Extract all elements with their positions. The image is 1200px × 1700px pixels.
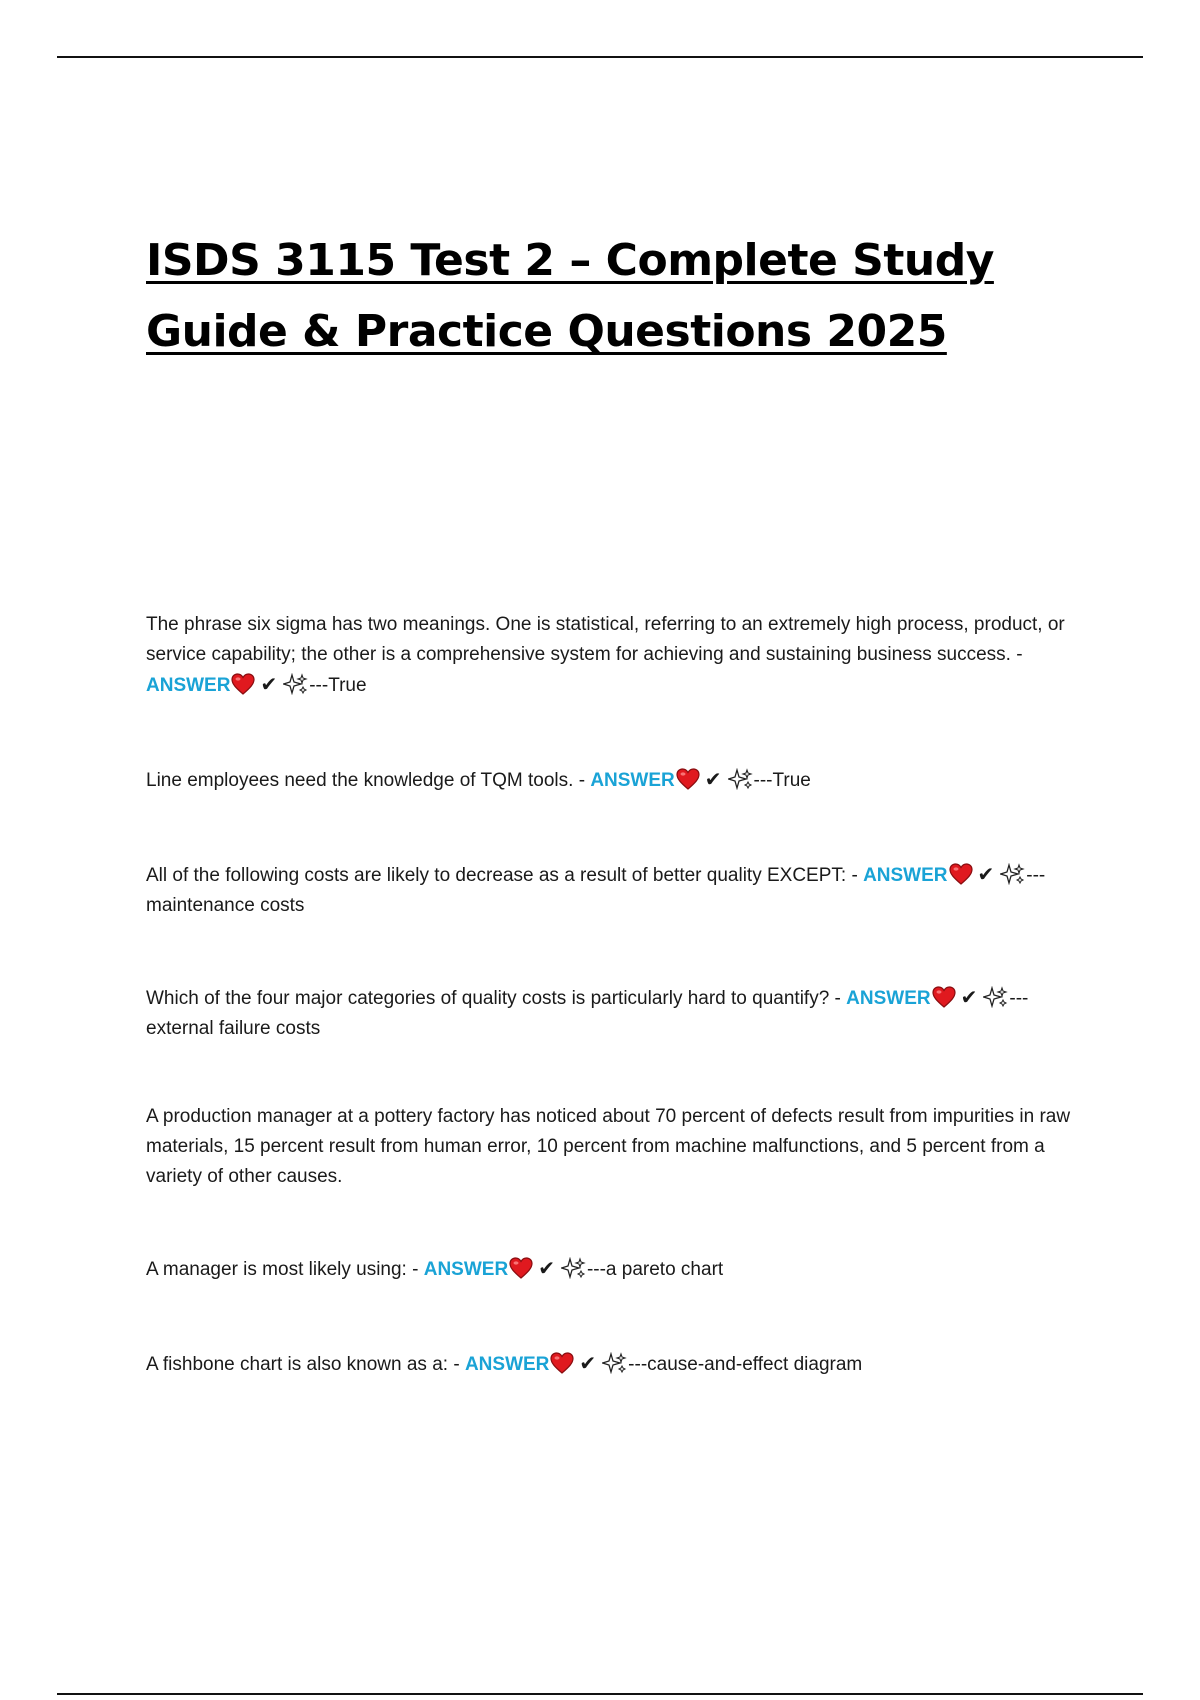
- check-icon: ✔: [260, 674, 278, 696]
- answer-text: ---maintenance costs: [146, 865, 1046, 916]
- answer-label: ANSWER: [863, 865, 948, 886]
- answer-separator: -: [829, 988, 847, 1009]
- question-text: A production manager at a pottery factory has noticed about 70 percent of defects result from impurities in raw materials, 15 percent result from human error, 10 percent from machine malfunctions, and 5 percent from a variety of other causes.: [146, 1106, 1071, 1187]
- answer-separator: -: [406, 1259, 424, 1280]
- answer-label: ANSWER: [846, 988, 931, 1009]
- question-text: Line employees need the knowledge of TQM tools.: [146, 770, 574, 791]
- qa-item: [146, 1102, 1091, 1192]
- check-icon: ✔: [579, 1353, 597, 1375]
- answer-label: ANSWER: [464, 1354, 550, 1375]
- answer-label: ANSWER: [146, 675, 231, 696]
- question-text: A fishbone chart is also known as a:: [146, 1354, 449, 1375]
- check-icon: ✔: [538, 1258, 555, 1280]
- heart-icon: [676, 768, 700, 790]
- heart-icon: [949, 863, 973, 885]
- qa-item: [146, 1349, 1091, 1380]
- heart-icon: [550, 1352, 574, 1374]
- check-icon: ✔: [977, 864, 995, 886]
- qa-item: [146, 983, 1091, 1044]
- answer-separator: -: [448, 1354, 465, 1375]
- answer-separator: -: [1010, 644, 1023, 665]
- answer-text: ---external failure costs: [146, 988, 1029, 1039]
- question-text: All of the following costs are likely to decrease as a result of better quality EXCEPT:: [146, 865, 847, 886]
- answer-text: ---cause-and-effect diagram: [628, 1354, 863, 1375]
- header-rule: [57, 56, 1143, 58]
- sparkle-icon: [602, 1352, 628, 1374]
- heart-icon: [509, 1257, 533, 1279]
- answer-separator: -: [573, 770, 591, 791]
- answer-text: ---a pareto chart: [586, 1259, 724, 1280]
- qa-item: [146, 1254, 1091, 1285]
- question-text: Which of the four major categories of quality costs is particularly hard to quantify?: [146, 988, 830, 1009]
- heart-icon: [231, 673, 255, 695]
- sparkle-icon: [1000, 863, 1026, 885]
- sparkle-icon: [728, 768, 754, 790]
- check-icon: ✔: [704, 769, 722, 791]
- sparkle-icon: [561, 1257, 587, 1279]
- qa-item: [146, 610, 1091, 701]
- answer-label: ANSWER: [423, 1259, 509, 1280]
- qa-item: [146, 765, 1091, 796]
- answer-separator: -: [846, 865, 864, 886]
- sparkle-icon: [983, 986, 1009, 1008]
- answer-text: ---True: [753, 770, 811, 791]
- check-icon: ✔: [960, 987, 978, 1009]
- sparkle-icon: [283, 673, 309, 695]
- heart-icon: [932, 986, 956, 1008]
- question-text: A manager is most likely using:: [146, 1259, 407, 1280]
- footer-rule: [57, 1693, 1143, 1695]
- question-text: The phrase six sigma has two meanings. One is statistical, referring to an extremely high process, product, or service capability; the other is a comprehensive system for achieving and sustaining business success.: [146, 614, 1065, 665]
- qa-item: [146, 860, 1091, 921]
- document-title: ISDS 3115 Test 2 – Complete Study Guide & Practice Questions 2025: [146, 235, 994, 357]
- answer-label: ANSWER: [590, 770, 675, 791]
- answer-text: ---True: [309, 675, 367, 696]
